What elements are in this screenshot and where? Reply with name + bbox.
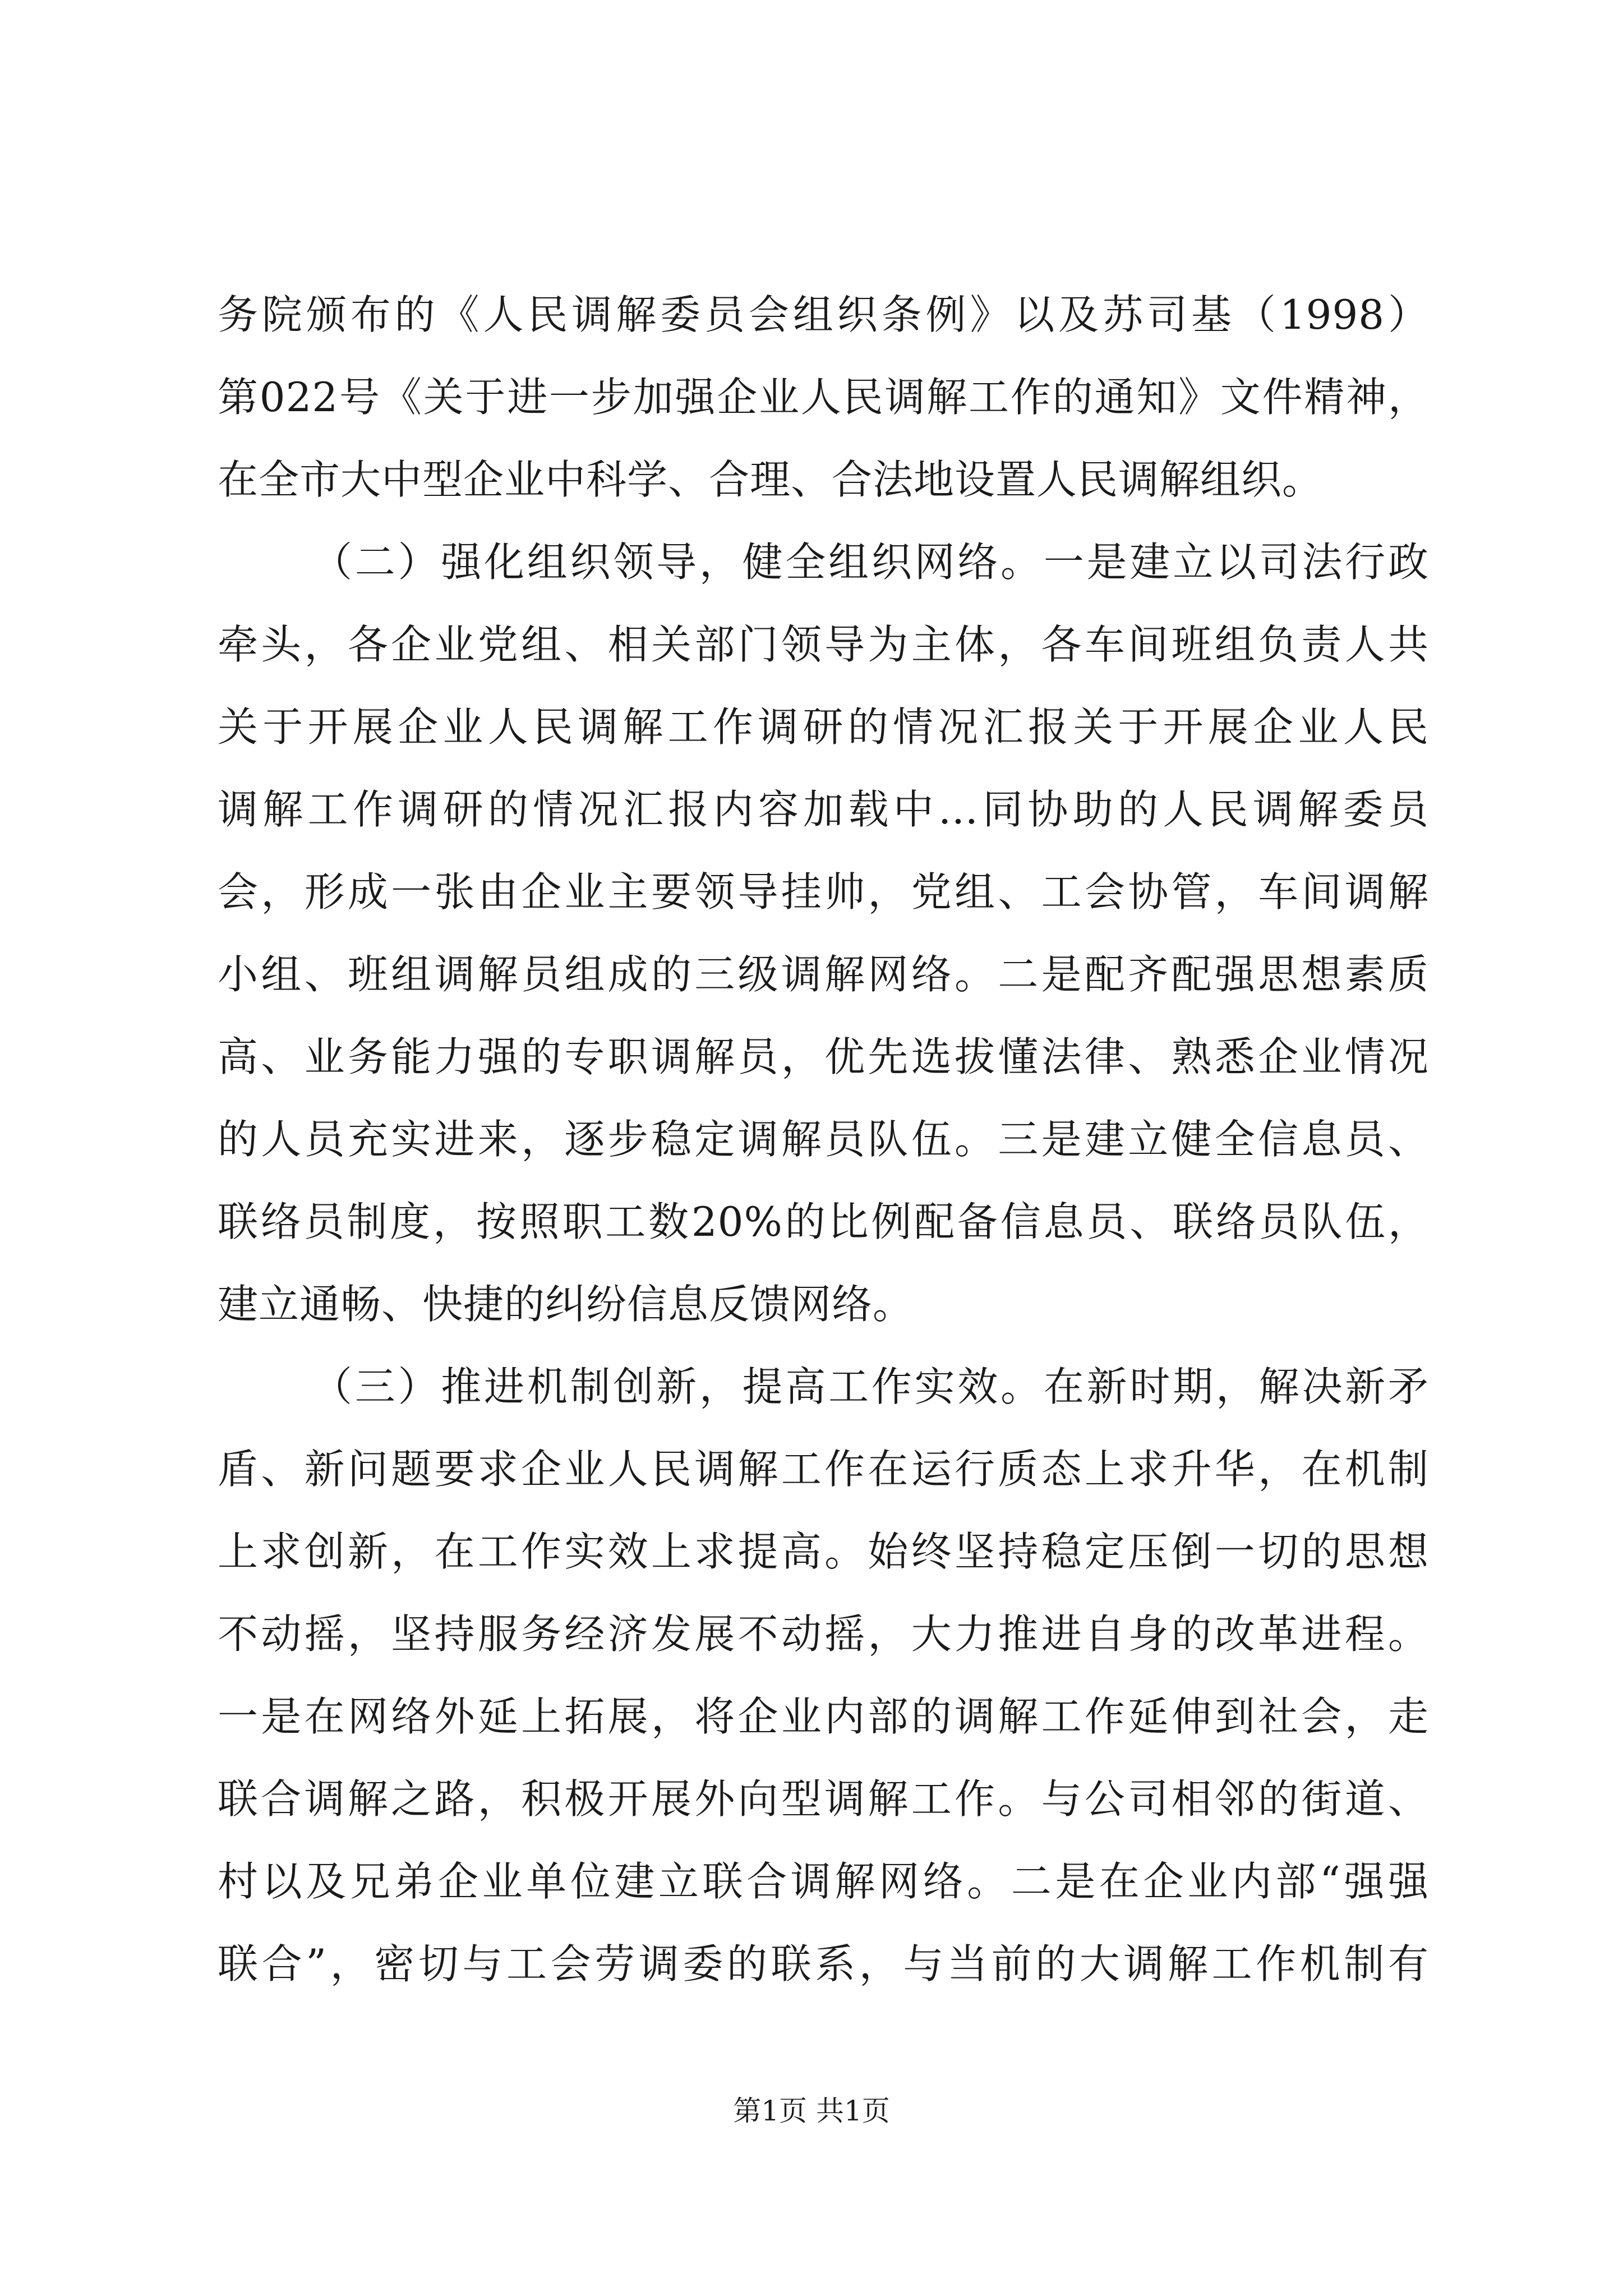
text-line-19: 联合调解之路，积极开展外向型调解工作。与公司相邻的街道、: [218, 1775, 1429, 1823]
text-line-15: 盾、新问题要求企业人民调解工作在运行质态上求升华，在机制: [218, 1446, 1429, 1493]
text-line-2: 第022号《关于进一步加强企业人民调解工作的通知》文件精神，: [218, 374, 1429, 421]
text-line-21: 联合”，密切与工会劳调委的联系，与当前的大调解工作机制有: [218, 1940, 1429, 1987]
text-line-3: 在全市大中型企业中科学、合理、合法地设置人民调解组织。: [218, 456, 1324, 503]
text-line-5: 牵头，各企业党组、相关部门领导为主体，各车间班组负责人共: [218, 621, 1429, 668]
text-line-1: 务院颁布的《人民调解委员会组织条例》以及苏司基（1998）: [218, 291, 1429, 338]
text-line-11: 的人员充实进来，逐步稳定调解员队伍。三是建立健全信息员、: [218, 1116, 1429, 1163]
text-line-9: 小组、班组调解员组成的三级调解网络。二是配齐配强思想素质: [218, 951, 1429, 998]
page-footer: [0, 2091, 1623, 2131]
text-line-20: 村以及兄弟企业单位建立联合调解网络。二是在企业内部“强强: [218, 1858, 1429, 1905]
text-line-12: 联络员制度，按照职工数20%的比例配备信息员、联络员队伍，: [218, 1198, 1429, 1245]
text-line-14: （三）推进机制创新，提高工作实效。在新时期，解决新矛: [312, 1363, 1429, 1410]
text-line-18: 一是在网络外延上拓展，将企业内部的调解工作延伸到社会，走: [218, 1693, 1429, 1740]
text-line-6: 关于开展企业人民调解工作调研的情况汇报关于开展企业人民: [218, 703, 1429, 751]
text-line-10: 高、业务能力强的专职调解员，优先选拔懂法律、熟悉企业情况: [218, 1033, 1429, 1080]
text-line-17: 不动摇，坚持服务经济发展不动摇，大力推进自身的改革进程。: [218, 1611, 1429, 1658]
text-line-8: 会，形成一张由企业主要领导挂帅，党组、工会协管，车间调解: [218, 868, 1429, 915]
page-number-label: 第1页 共1页: [733, 2095, 890, 2127]
text-line-13: 建立通畅、快捷的纠纷信息反馈网络。: [218, 1281, 914, 1328]
text-line-7: 调解工作调研的情况汇报内容加载中...同协助的人民调解委员: [218, 786, 1429, 833]
text-line-16: 上求创新，在工作实效上求提高。始终坚持稳定压倒一切的思想: [218, 1528, 1429, 1575]
text-line-4: （二）强化组织领导，健全组织网络。一是建立以司法行政: [312, 539, 1429, 586]
document-body: [218, 274, 1429, 2005]
